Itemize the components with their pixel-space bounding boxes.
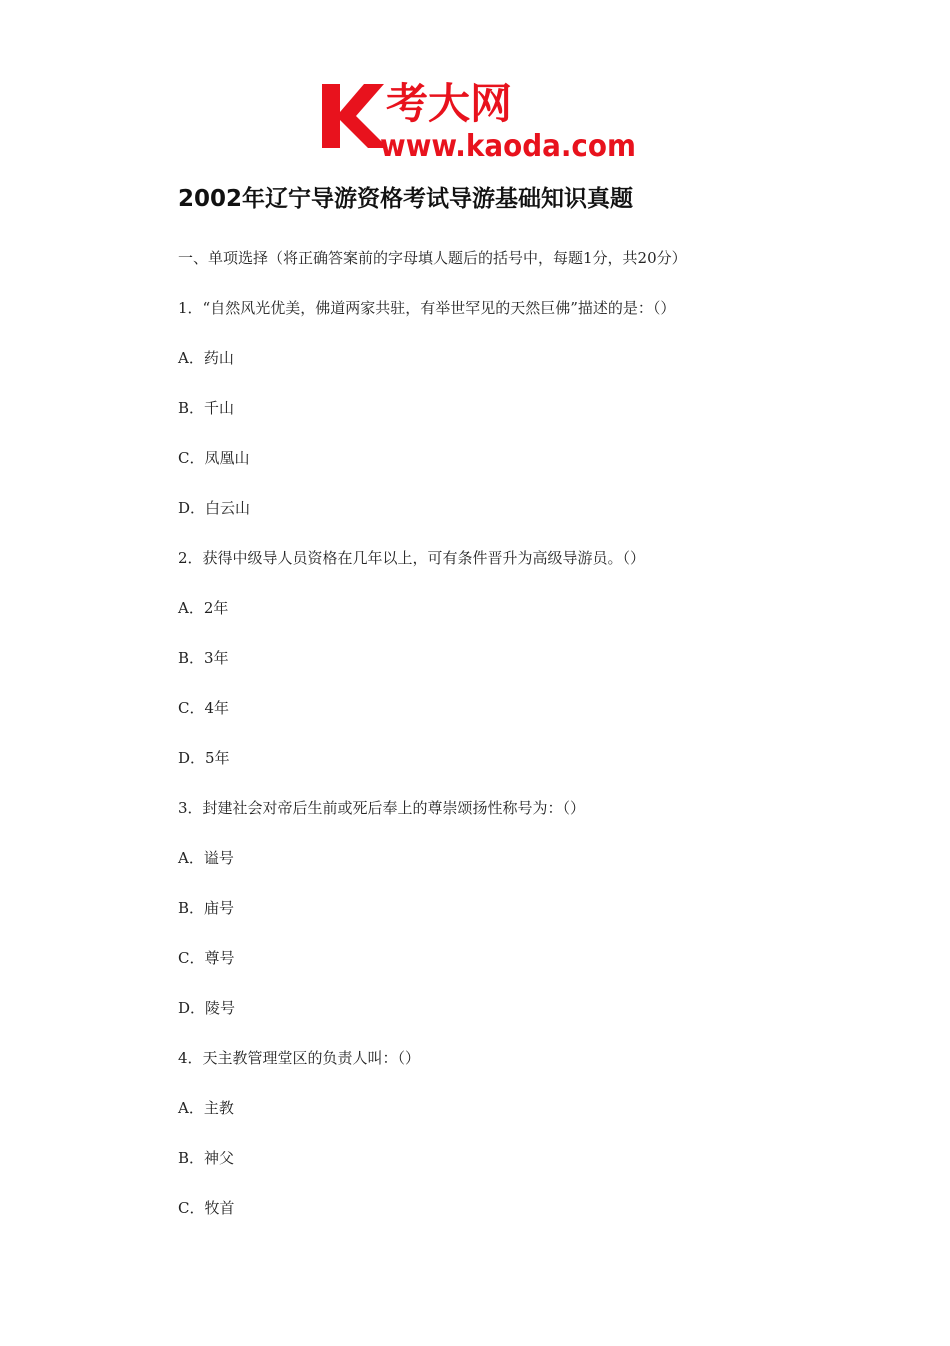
q4-option-c: C．牧首 [178, 1199, 235, 1217]
q1-option-d: D．白云山 [178, 499, 251, 517]
logo-url-text: www.kaoda.com [380, 129, 636, 162]
question-4: 4．天主教管理堂区的负责人叫：（） [178, 1049, 421, 1067]
question-3: 3．封建社会对帝后生前或死后奉上的尊崇颂扬性称号为：（） [178, 799, 586, 817]
q3-option-c: C．尊号 [178, 949, 235, 967]
logo-brand-text: 考大网 [386, 79, 513, 128]
section-heading: 一、单项选择（将正确答案前的字母填人题后的括号中，每题1分，共20分） [178, 249, 687, 267]
q3-option-d: D．陵号 [178, 999, 236, 1017]
kaoda-logo-graphic [318, 76, 640, 162]
kaoda-logo [318, 76, 640, 162]
q2-option-d: D．5年 [178, 749, 230, 767]
q1-option-b: B．千山 [178, 399, 235, 417]
logo-k-mark [322, 84, 388, 148]
q4-option-a: A．主教 [178, 1099, 234, 1117]
q2-option-b: B．3年 [178, 649, 229, 667]
question-list [178, 247, 818, 1247]
q2-option-a: A．2年 [178, 599, 229, 617]
q3-option-a: A．谥号 [178, 849, 234, 867]
q1-option-a: A．药山 [178, 349, 234, 367]
document-title: 2002年辽宁导游资格考试导游基础知识真题 [178, 186, 634, 212]
q4-option-b: B．神父 [178, 1149, 235, 1167]
q1-option-c: C．凤凰山 [178, 449, 250, 467]
question-1: 1．“自然风光优美，佛道两家共驻，有举世罕见的天然巨佛”描述的是：（） [178, 299, 676, 317]
question-2: 2．获得中级导人员资格在几年以上，可有条件晋升为高级导游员。（） [178, 549, 646, 567]
q2-option-c: C．4年 [178, 699, 230, 717]
q3-option-b: B．庙号 [178, 899, 235, 917]
